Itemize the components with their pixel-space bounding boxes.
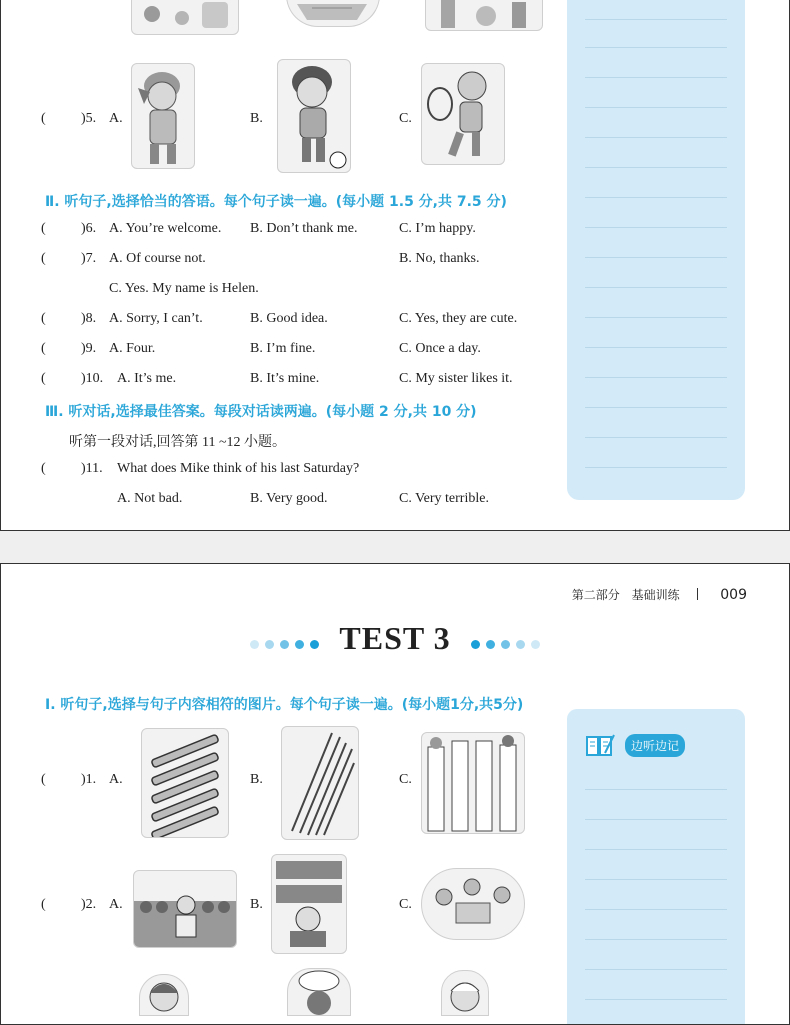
option-a[interactable]: A. It’s me. <box>117 371 177 386</box>
option-a[interactable]: A. You’re welcome. <box>109 221 222 236</box>
q1-picture-c-rulers[interactable] <box>421 732 525 834</box>
option-a[interactable]: A. Not bad. <box>117 491 183 506</box>
q2-picture-a-cinema[interactable] <box>133 870 237 948</box>
notes-line <box>585 19 727 20</box>
dot <box>265 640 274 649</box>
notes-line <box>585 137 727 138</box>
notes-line <box>585 107 727 108</box>
option-b[interactable]: B. Very good. <box>250 491 328 506</box>
option-c[interactable]: C. Yes. My name is Helen. <box>109 281 259 296</box>
header-section: 基础训练 <box>631 588 680 602</box>
notes-line <box>585 317 727 318</box>
section-1-heading: Ⅰ. 听句子,选择与句子内容相符的图片。每个句子读一遍。(每小题1分,共5分) <box>45 697 524 713</box>
option-b-label[interactable]: B. <box>250 897 263 912</box>
title-dots-right <box>468 623 543 660</box>
option-b[interactable]: B. It’s mine. <box>250 371 320 386</box>
option-b[interactable]: B. I’m fine. <box>250 341 316 356</box>
header-divider <box>697 588 698 600</box>
notes-line <box>585 287 727 288</box>
notes-line <box>585 347 727 348</box>
notes-label: 边听边记 <box>625 734 685 757</box>
option-c[interactable]: C. I’m happy. <box>399 221 476 236</box>
answer-paren[interactable]: ( <box>41 251 46 266</box>
option-c-label[interactable]: C. <box>399 772 412 787</box>
question-text: What does Mike think of his last Saturday? <box>117 461 360 476</box>
answer-paren[interactable]: ( <box>41 371 46 386</box>
question-number: )1. <box>81 772 97 787</box>
option-c[interactable]: C. My sister likes it. <box>399 371 513 386</box>
dot <box>280 640 289 649</box>
notes-line <box>585 77 727 78</box>
dot <box>295 640 304 649</box>
question-number: )2. <box>81 897 97 912</box>
section-3-heading: Ⅲ. 听对话,选择最佳答案。每段对话读两遍。(每小题 2 分,共 10 分) <box>45 404 477 420</box>
option-b[interactable]: B. Good idea. <box>250 311 328 326</box>
notes-line <box>585 377 727 378</box>
notes-line <box>585 407 727 408</box>
question-number: )10. <box>81 371 104 386</box>
option-c-label[interactable]: C. <box>399 897 412 912</box>
question-number: )6. <box>81 221 97 236</box>
section-2-heading: Ⅱ. 听句子,选择恰当的答语。每个句子读一遍。(每小题 1.5 分,共 7.5 分) <box>45 194 507 210</box>
question-number: )8. <box>81 311 97 326</box>
notes-line <box>585 969 727 970</box>
dot <box>531 640 540 649</box>
q3-picture-a[interactable] <box>139 974 189 1016</box>
test-title: TEST 3 <box>339 620 451 656</box>
q5-picture-b-football-boy[interactable] <box>277 59 351 173</box>
option-a[interactable]: A. Four. <box>109 341 156 356</box>
q3-picture-c[interactable] <box>441 970 489 1016</box>
notes-line <box>585 467 727 468</box>
notebook-pencil-icon <box>585 733 615 757</box>
notes-badge <box>585 733 685 757</box>
dot <box>501 640 510 649</box>
dot <box>486 640 495 649</box>
option-c[interactable]: C. Very terrible. <box>399 491 489 506</box>
title-dots-left <box>247 623 322 660</box>
option-c[interactable]: C. Yes, they are cute. <box>399 311 518 326</box>
q4-picture-b <box>286 0 380 27</box>
question-number: )9. <box>81 341 97 356</box>
page-header <box>572 586 747 603</box>
q1-picture-b-pencils[interactable] <box>281 726 359 840</box>
option-b[interactable]: B. No, thanks. <box>399 251 480 266</box>
option-b[interactable]: B. Don’t thank me. <box>250 221 358 236</box>
dot <box>516 640 525 649</box>
q4-picture-c <box>425 0 543 31</box>
q3-picture-b[interactable] <box>287 968 351 1016</box>
q5-picture-c-tennis-boy[interactable] <box>421 63 505 165</box>
notes-line <box>585 789 727 790</box>
q2-picture-b-library[interactable] <box>271 854 347 954</box>
notes-panel <box>567 709 745 1025</box>
question-number: )11. <box>81 461 103 476</box>
answer-paren[interactable]: ( <box>41 461 46 476</box>
notes-line <box>585 197 727 198</box>
option-b-label[interactable]: B. <box>250 111 263 126</box>
option-a-label[interactable]: A. <box>109 772 123 787</box>
q2-picture-c-kids-playing-game[interactable] <box>421 868 525 940</box>
notes-line <box>585 47 727 48</box>
notes-line <box>585 227 727 228</box>
option-c-label[interactable]: C. <box>399 111 412 126</box>
option-a[interactable]: A. Sorry, I can’t. <box>109 311 203 326</box>
notes-line <box>585 849 727 850</box>
answer-paren[interactable]: ( <box>41 111 46 126</box>
notes-panel <box>567 0 745 500</box>
worksheet-page-009 <box>0 563 790 1025</box>
answer-paren[interactable]: ( <box>41 311 46 326</box>
notes-line <box>585 819 727 820</box>
answer-paren[interactable]: ( <box>41 772 46 787</box>
dot <box>250 640 259 649</box>
notes-line <box>585 939 727 940</box>
option-a-label[interactable]: A. <box>109 897 123 912</box>
header-part: 第二部分 <box>571 588 620 602</box>
notes-line <box>585 167 727 168</box>
option-b-label[interactable]: B. <box>250 772 263 787</box>
answer-paren[interactable]: ( <box>41 341 46 356</box>
notes-line <box>585 879 727 880</box>
q5-picture-a-ice-cream-boy[interactable] <box>131 63 195 169</box>
dot <box>471 640 480 649</box>
q4-picture-a <box>131 0 239 35</box>
notes-line <box>585 437 727 438</box>
page-number: 009 <box>720 587 747 603</box>
answer-paren[interactable]: ( <box>41 897 46 912</box>
section-3-instruction: 听第一段对话,回答第 11 ~12 小题。 <box>69 435 287 450</box>
notes-line <box>585 909 727 910</box>
option-c[interactable]: C. Once a day. <box>399 341 481 356</box>
test-title-row <box>1 620 789 660</box>
notes-line <box>585 257 727 258</box>
question-number: )7. <box>81 251 97 266</box>
answer-paren[interactable]: ( <box>41 221 46 236</box>
q1-picture-a-pens[interactable] <box>141 728 229 838</box>
question-number: )5. <box>81 111 97 126</box>
option-a[interactable]: A. Of course not. <box>109 251 206 266</box>
option-a-label[interactable]: A. <box>109 111 123 126</box>
dot <box>310 640 319 649</box>
